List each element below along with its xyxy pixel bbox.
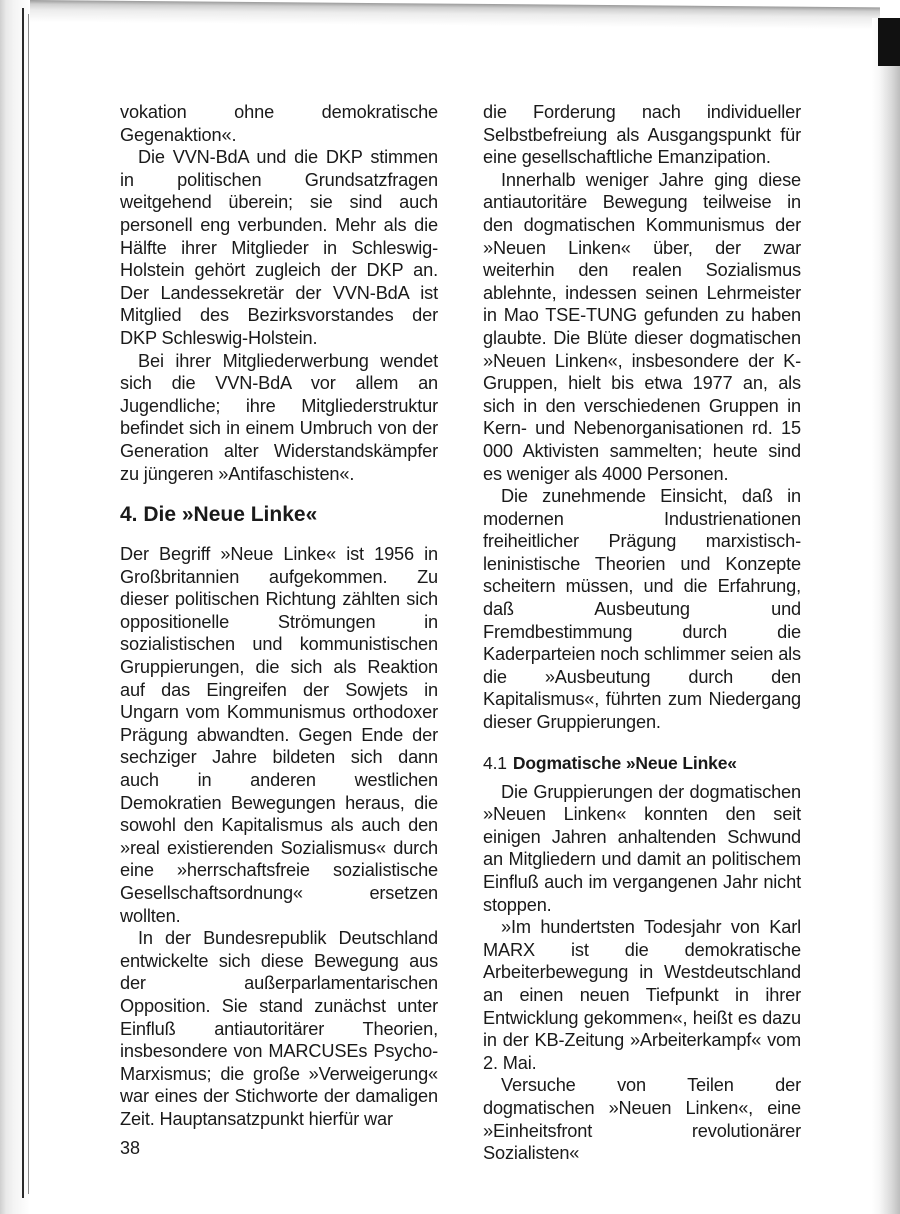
left-column bbox=[120, 101, 438, 1131]
binding-shadow bbox=[0, 0, 30, 1214]
left-paragraph-2: Die VVN-BdA und die DKP stimmen in politischen Grundsatzfragen weitgehend überein; sie sind auch personell eng verbunden. Mehr als die Hälfte ihrer Mitglieder in Schleswig-Holstein gehört zugleich der DKP an. Der Landessekretär der VVN-BdA ist Mitglied des Bezirksvorstandes der DKP Schleswig-Holstein. bbox=[120, 147, 438, 348]
section-heading: 4. Die »Neue Linke« bbox=[120, 503, 318, 527]
right-edge-dark-mark bbox=[878, 18, 900, 66]
page-number: 38 bbox=[120, 1138, 141, 1158]
top-page-edge bbox=[30, 0, 880, 29]
right-paragraph-6: Versuche von Teilen der dogmatischen »Neuen Linken«, eine »Einheitsfront revolutionärer Sozialisten« bbox=[483, 1075, 801, 1164]
right-paragraph-2: Innerhalb weniger Jahre ging diese antiautoritäre Bewegung teilweise in den dogmatischen Kommunismus der »Neuen Linken« über, der zwar weiterhin den realen Sozialismus ablehnte, indessen seinen Lehrmeister in Mao TSE-TUNG gefunden zu haben glaubte. Die Blüte dieser dogmatischen »Neuen Linken«, insbesondere der K-Gruppen, hielt bis etwa 1977 an, als sich in den verschiedenen Gruppen in Kern- und Nebenorganisationen rd. 15 000 Aktivisten sammelten; heute sind es weniger als 4000 Personen. bbox=[483, 169, 801, 484]
right-paragraph-3: Die zunehmende Einsicht, daß in modernen Industrienationen freiheitlicher Prägung marxistisch-leninistische Theorien und Konzepte scheitern müssen, und die Erfahrung, daß Ausbeutung und Fremdbestimmung durch die Kaderparteien noch schlimmer seien als die »Ausbeutung durch den Kapitalismus«, führten zum Niedergang dieser Gruppierungen. bbox=[483, 486, 801, 733]
subsection-number: 4.1 bbox=[483, 752, 507, 773]
right-paragraph-1: die Forderung nach individueller Selbstbefreiung als Ausgangspunkt für eine gesellschaftliche Emanzipation. bbox=[483, 102, 801, 168]
left-paragraph-3: Bei ihrer Mitgliederwerbung wendet sich die VVN-BdA vor allem an Jugendliche; ihre Mitgliederstruktur befindet sich in einem Umbruch von der Generation alter Widerstandskämpfer zu jüngeren »Antifaschisten«. bbox=[120, 350, 438, 484]
subsection-title: Dogmatische »Neue Linke« bbox=[512, 752, 737, 773]
right-paragraph-4: Die Gruppierungen der dogmatischen »Neuen Linken« konnten den seit einigen Jahren anhaltenden Schwund an Mitgliedern und damit an politischem Einfluß auch im vergangenen Jahr nicht stoppen. bbox=[483, 781, 801, 915]
right-page-edge bbox=[872, 18, 900, 1214]
left-paragraph-4: Der Begriff »Neue Linke« ist 1956 in Großbritannien aufgekommen. Zu dieser politischen Richtung zählten sich oppositionelle Strömungen in sozialistischen und kommunistischen Gruppierungen, die sich als Reaktion auf das Eingreifen der Sowjets in Ungarn vom Kommunismus orthodoxer Prägung abwandten. Gegen Ende der sechziger Jahre bildeten sich dann auch in anderen westlichen Demokratien Bewegungen heraus, die sowohl den Kapitalismus als auch den »real existierenden Sozialismus« durch eine »herrschaftsfreie sozialistische Gesellschaftsordnung« ersetzen wollten. bbox=[120, 544, 438, 926]
right-column bbox=[483, 101, 801, 1165]
left-paragraph-5: In der Bundesrepublik Deutschland entwickelte sich diese Bewegung aus der außerparlamentarischen Opposition. Sie stand zunächst unter Einfluß antiautoritärer Theorien, insbesondere von MARCUSEs Psycho-Marxismus; die große »Verweigerung« war eines der Stichworte der damaligen Zeit. Hauptansatzpunkt hierfür war bbox=[120, 928, 438, 1129]
left-paragraph-1: vokation ohne demokratische Gegenaktion«. bbox=[120, 102, 438, 145]
binding-edge-line-inner bbox=[28, 14, 29, 1194]
right-paragraph-5: »Im hundertsten Todesjahr von Karl MARX ist die demokratische Arbeiterbewegung in Westdeutschland an einen neuen Tiefpunkt in ihrer Entwicklung gekommen«, heißt es dazu in der KB-Zeitung »Arbeiterkampf« vom 2. Mai. bbox=[483, 917, 801, 1073]
subsection-heading bbox=[483, 752, 801, 774]
binding-edge-line bbox=[22, 8, 24, 1198]
